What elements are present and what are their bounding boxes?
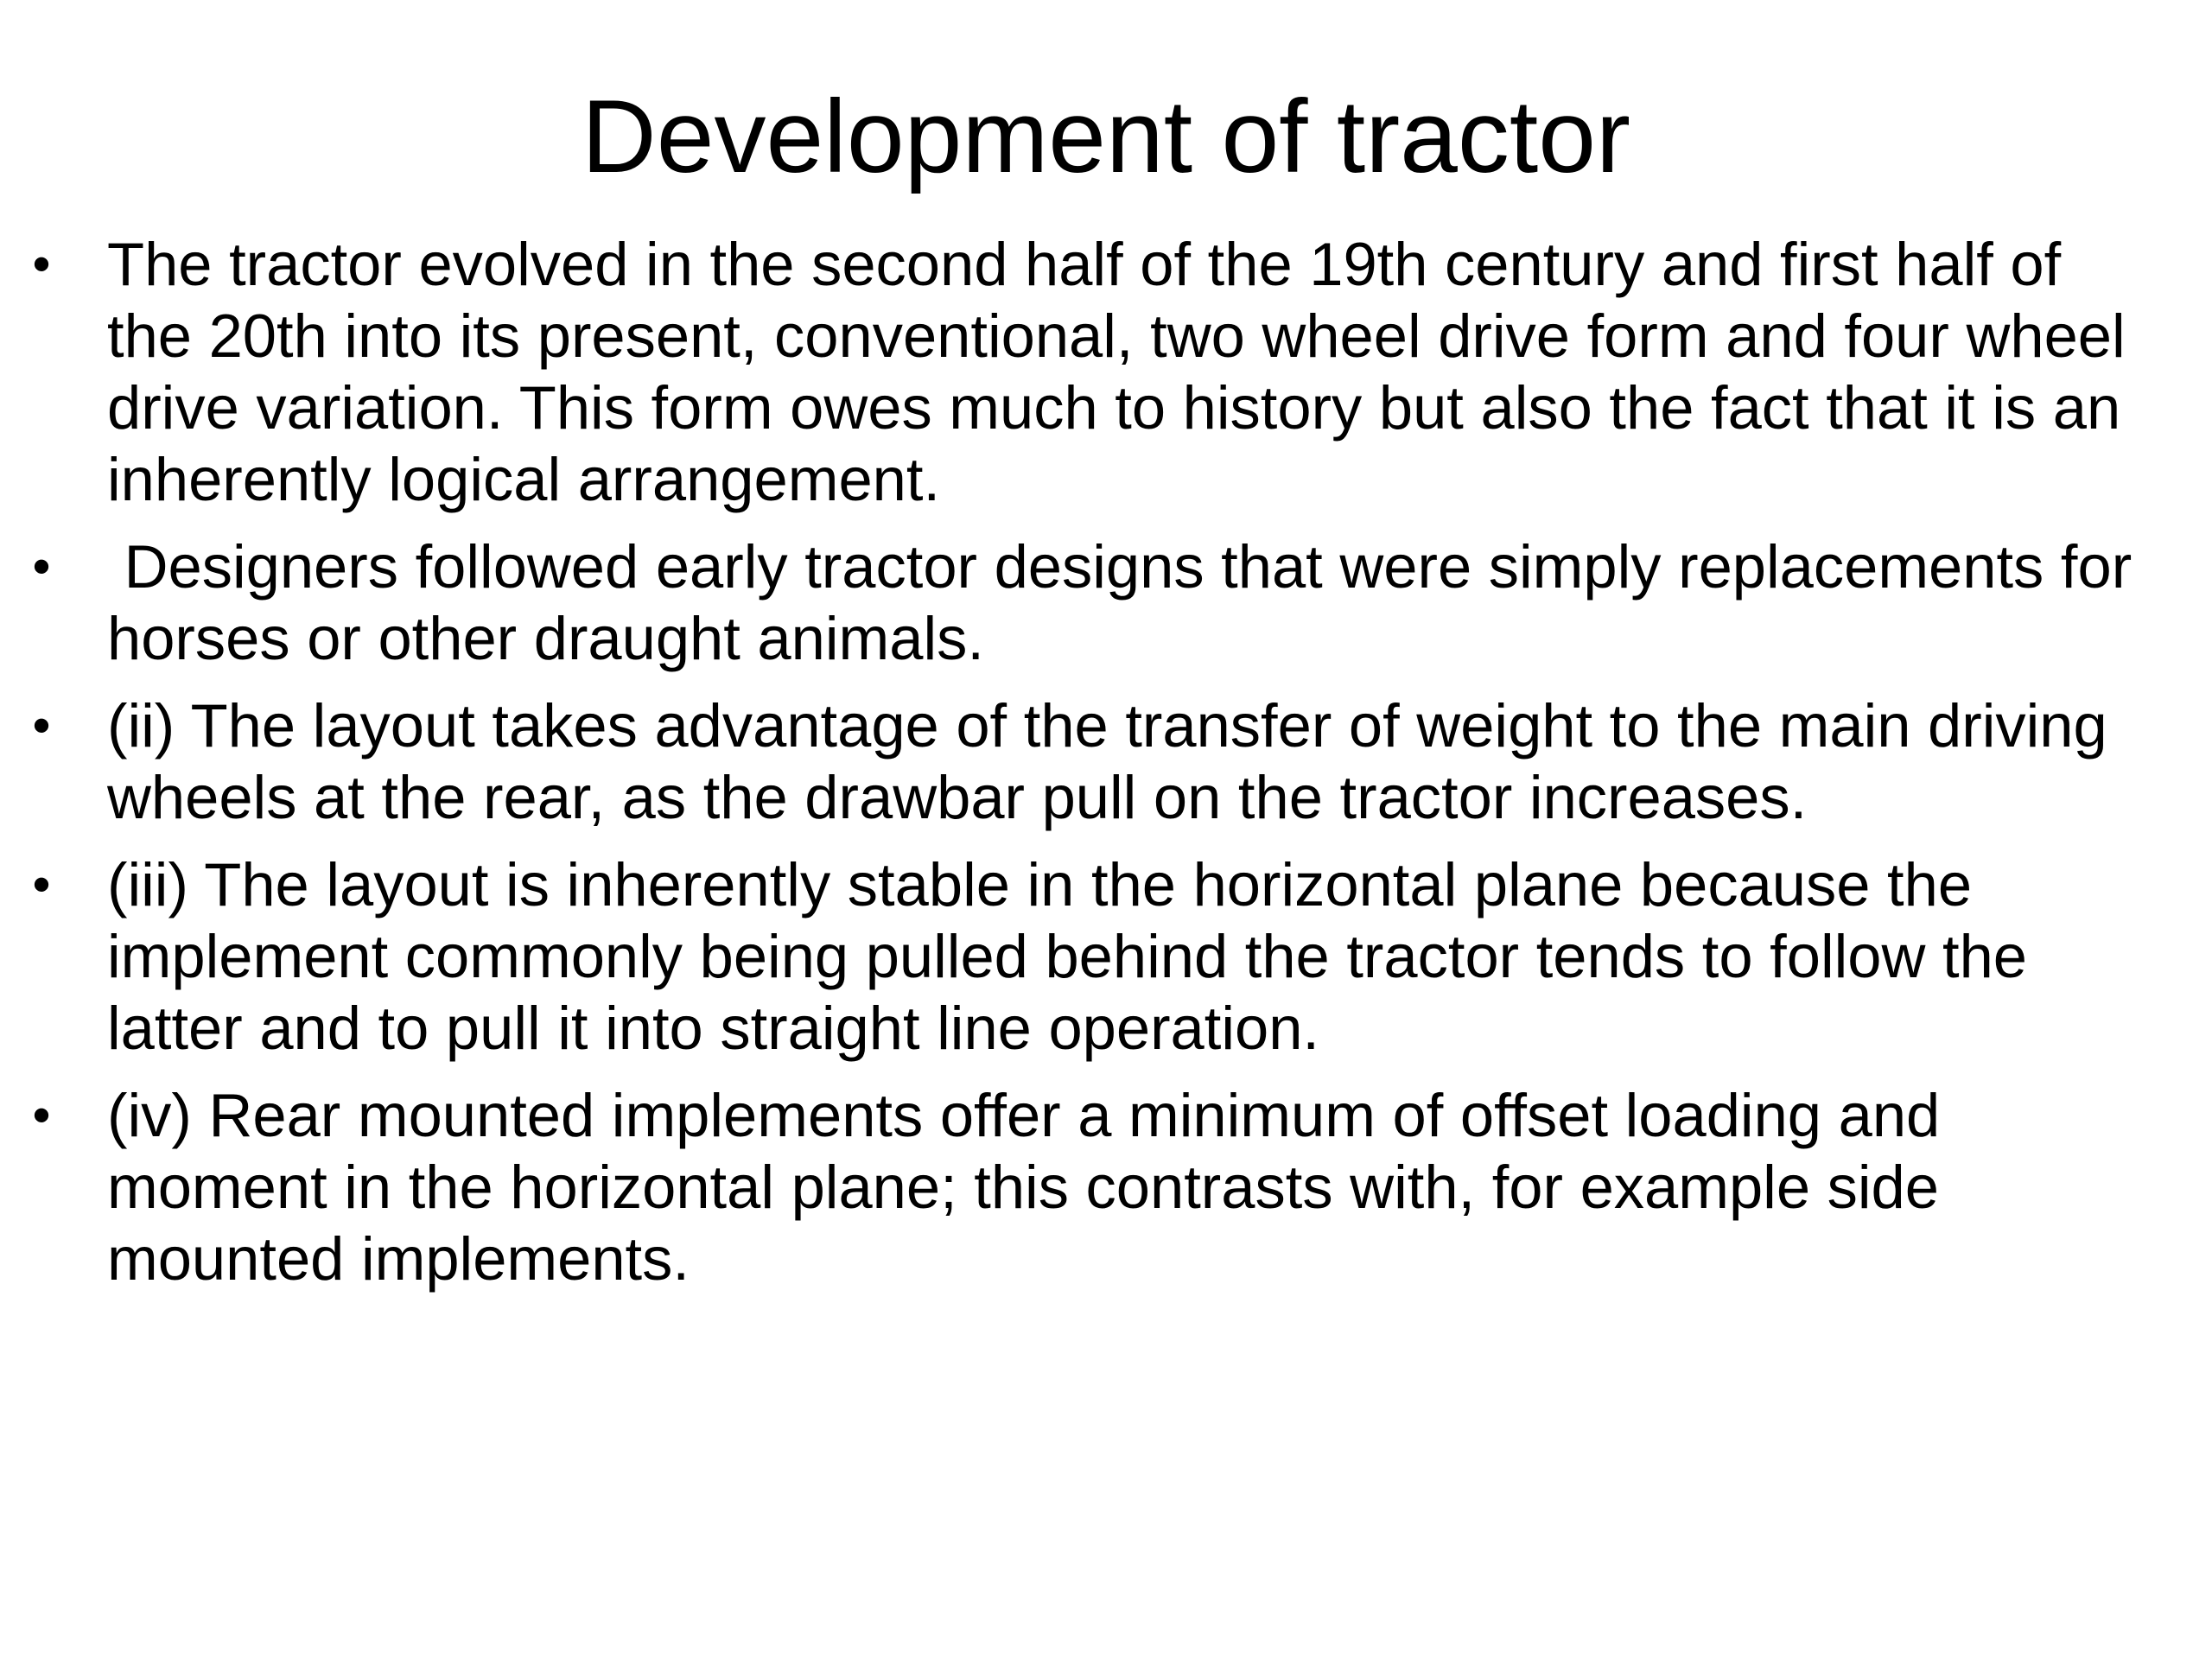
bullet-item: [0, 228, 2212, 515]
bullet-marker: •: [32, 696, 51, 754]
bullet-item: [0, 1079, 2212, 1294]
bullet-marker: •: [32, 1086, 51, 1144]
bullet-marker: •: [32, 855, 51, 913]
bullet-list: [0, 228, 2212, 1310]
bullet-text: (iv) Rear mounted implements offer a minimum of offset loading and moment in the horizontal plane; this contrasts with, for example side mounted implements.: [107, 1081, 1957, 1293]
bullet-text: (ii) The layout takes advantage of the transfer of weight to the main driving wheels at the rear, as the drawbar pull on the tractor increases.: [107, 691, 2125, 831]
bullet-text: The tractor evolved in the second half of the 19th century and first half of the 20th into its present, conventional, two wheel drive form and four wheel drive variation. This form owes much to history but also the fact that it is an inherently logical arrangement.: [107, 230, 2143, 513]
bullet-text: Designers followed early tractor designs that were simply replacements for horses or other draught animals.: [107, 532, 2149, 672]
bullet-item: [0, 690, 2212, 833]
slide-title: Development of tractor: [582, 79, 1630, 194]
bullet-item: [0, 531, 2212, 674]
bullet-item: [0, 849, 2212, 1064]
bullet-marker: •: [32, 235, 51, 293]
bullet-marker: •: [32, 537, 51, 595]
bullet-text: (iii) The layout is inherently stable in the horizontal plane because the implement commonly being pulled behind the tractor tends to follow the latter and to pull it into straight line operation.: [107, 850, 2044, 1062]
